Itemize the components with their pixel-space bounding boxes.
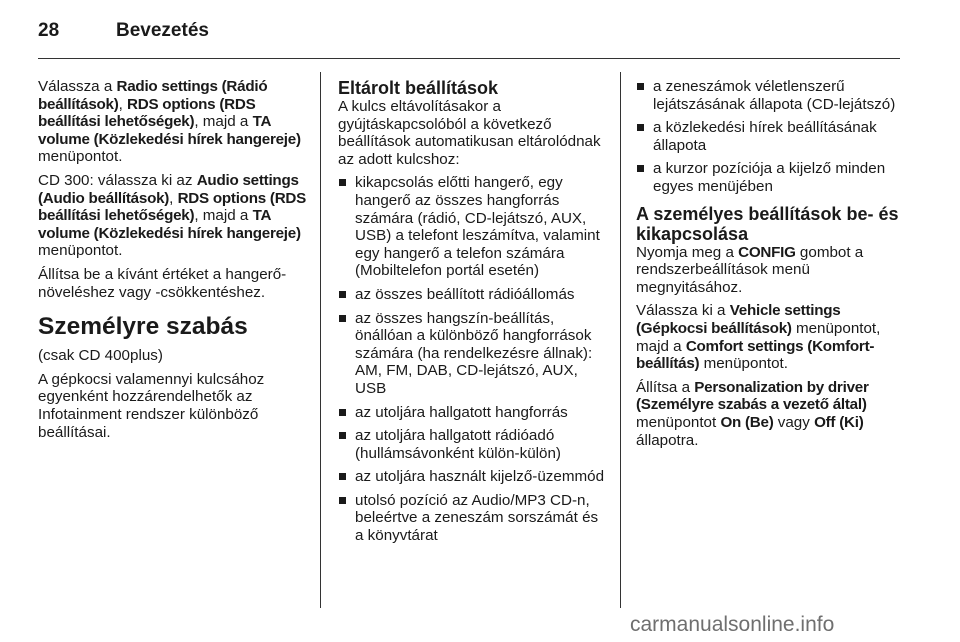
bullet-list	[338, 174, 608, 544]
list-item: utolsó pozíció az Audio/MP3 CD-n, beleértve a zeneszám sorszámát és a könyvtárat	[338, 492, 608, 545]
paragraph: A kulcs eltávolításakor a gyújtáskapcsolóból a következő beállítások automatikusan eltárolódnak az adott kulcshoz:	[338, 98, 601, 168]
paragraph: Válassza ki a Vehicle settings (Gépkocsi beállítások) menüpontot, majd a Comfort settings (Komfort-beállítás) menüpontot.	[636, 302, 881, 373]
list-item: az utoljára hallgatott hangforrás	[338, 404, 608, 422]
list-item: az utoljára hallgatott rádióadó (hullámsávonként külön-külön)	[338, 427, 608, 462]
bullet-list	[636, 78, 908, 196]
paragraph: A gépkocsi valamennyi kulcsához egyenként hozzárendelhetők az Infotainment rendszer különböző beállításai.	[38, 370, 265, 441]
subsection-heading: A személyes beállítások be- és kikapcsolása	[636, 203, 899, 244]
list-item: a zeneszámok véletlenszerű lejátszásának állapota (CD-lejátszó)	[636, 78, 908, 113]
paragraph: Állítsa a Personalization by driver (Személyre szabás a vezető által) menüpontot On (Be) vagy Off (Ki) állapotra.	[636, 378, 869, 449]
subsection-heading: Eltárolt beállítások	[338, 78, 499, 98]
column-divider-2	[620, 72, 621, 608]
paragraph: CD 300: válassza ki az Audio settings (Audio beállítások), RDS options (RDS beállítási lehetőségek), majd a TA volume (Közlekedési hírek hangereje) menüpontot.	[38, 171, 307, 260]
paragraph: (csak CD 400plus)	[38, 347, 163, 365]
chapter-title: Bevezetés	[116, 20, 209, 41]
paragraph: Nyomja meg a CONFIG gombot a rendszerbeállítások menü megnyitásához.	[636, 243, 864, 296]
column-3	[636, 78, 908, 455]
watermark: carmanualsonline.info	[630, 613, 835, 636]
section-heading: Személyre szabás	[38, 313, 248, 341]
page-number: 28	[38, 20, 60, 41]
list-item: a közlekedési hírek beállításának állapota	[636, 119, 908, 154]
list-item: a kurzor pozíciója a kijelző minden egyes menüjében	[636, 160, 908, 195]
column-divider-1	[320, 72, 321, 608]
column-1	[38, 78, 310, 447]
list-item: az utoljára használt kijelző-üzemmód	[338, 468, 608, 486]
paragraph: Állítsa be a kívánt értéket a hangerő-növeléshez vagy -csökkentéshez.	[38, 265, 287, 301]
header-rule	[38, 58, 900, 59]
paragraph: Válassza a Radio settings (Rádió beállítások), RDS options (RDS beállítási lehetőségek), majd a TA volume (Közlekedési hírek hangereje) menüpontot.	[38, 78, 301, 166]
list-item: az összes beállított rádióállomás	[338, 286, 608, 304]
page-header	[38, 20, 209, 48]
column-2	[338, 78, 608, 551]
list-item: az összes hangszín-beállítás, önállóan a különböző hangforrások számára (ha rendelkezésre állnak): AM, FM, DAB, CD-lejátszó, AUX, USB	[338, 310, 608, 398]
list-item: kikapcsolás előtti hangerő, egy hangerő az összes hangforrás számára (rádió, CD-lejátszó, AUX, USB) a telefont leszámítva, valamint egy hangerő a telefon számára (Mobiltelefon portál esetén)	[338, 174, 608, 280]
